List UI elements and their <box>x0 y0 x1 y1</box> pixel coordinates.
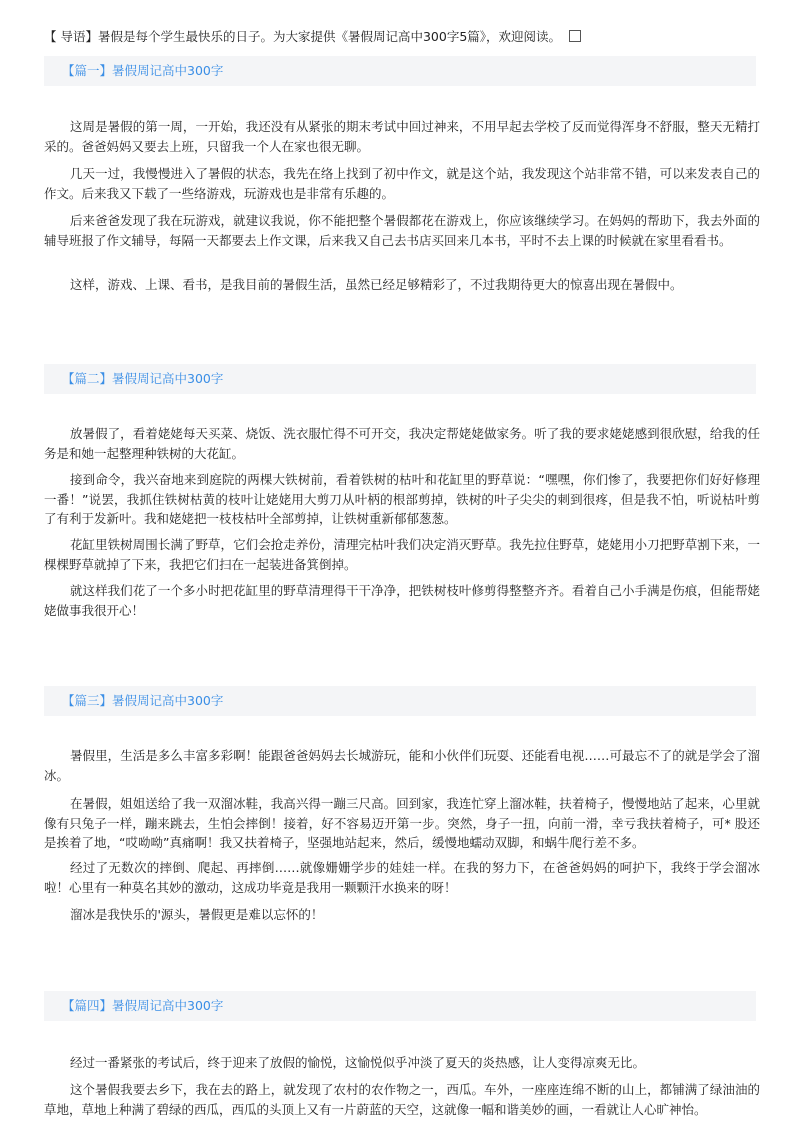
paragraph: 经过了无数次的摔倒、爬起、再摔倒……就像姗姗学步的娃娃一样。在我的努力下，在爸爸妈妈的呵护下，我终于学会溜冰啦！心里有一种莫名其妙的激动，这成功毕竟是我用一颗颗汗水换来的呀！ <box>44 860 760 895</box>
intro-text: 【 导语】暑假是每个学生最快乐的日子。为大家提供《暑假周记高中300字5篇》，欢迎阅读。 <box>44 29 562 44</box>
paragraph: 几天一过，我慢慢进入了暑假的状态，我先在络上找到了初中作文，就是这个站，我发现这个站非常不错，可以来发表自己的作文。后来我又下载了一些络游戏，玩游戏也是非常有乐趣的。 <box>44 166 760 201</box>
section-title-4: 【篇四】暑假周记高中300字 <box>44 991 756 1021</box>
paragraph: 放暑假了，看着姥姥每天买菜、烧饭、洗衣服忙得不可开交，我决定帮姥姥做家务。听了我的要求姥姥感到很欣慰，给我的任务是和她一起整理种铁树的大花缸。 <box>44 426 760 461</box>
paragraph: 经过一番紧张的考试后，终于迎来了放假的愉悦，这愉悦似乎冲淡了夏天的炎热感，让人变得凉爽无比。 <box>70 1055 646 1070</box>
checkbox-icon <box>569 30 581 42</box>
intro-line <box>44 28 764 46</box>
paragraph: 后来爸爸发现了我在玩游戏，就建议我说，你不能把整个暑假都花在游戏上，你应该继续学习。在妈妈的帮助下，我去外面的辅导班报了作文辅导，每隔一天都要去上作文课，后来我又自己去书店买回来几本书，平时不去上课的时候就在家里看看书。 <box>44 213 760 248</box>
paragraph: 暑假里，生活是多么丰富多彩啊！能跟爸爸妈妈去长城游玩，能和小伙伴们玩耍、还能看电视……可最忘不了的就是学会了溜冰。 <box>44 748 760 783</box>
section-title-3: 【篇三】暑假周记高中300字 <box>44 686 756 716</box>
paragraph: 就这样我们花了一个多小时把花缸里的野草清理得干干净净，把铁树枝叶修剪得整整齐齐。看着自己小手满是伤痕，但能帮姥姥做事我很开心！ <box>44 583 760 618</box>
paragraph: 花缸里铁树周围长满了野草，它们会抢走养份，清理完枯叶我们决定消灭野草。我先拉住野草，姥姥用小刀把野草割下来，一棵棵野草就掉了下来，我把它们扫在一起装进备箕倒掉。 <box>44 537 760 572</box>
section-title-2: 【篇二】暑假周记高中300字 <box>44 364 756 394</box>
paragraph: 这样，游戏、上课、看书，是我目前的暑假生活，虽然已经足够精彩了，不过我期待更大的惊喜出现在暑假中。 <box>70 277 683 292</box>
paragraph: 这周是暑假的第一周，一开始，我还没有从紧张的期末考试中回过神来，不用早起去学校了反而觉得浑身不舒服，整天无精打采的。爸爸妈妈又要去上班，只留我一个人在家也很无聊。 <box>44 119 760 154</box>
paragraph: 在暑假，姐姐送给了我一双溜冰鞋，我高兴得一蹦三尺高。回到家，我连忙穿上溜冰鞋，扶着椅子，慢慢地站了起来，心里就像有只兔子一样，蹦来跳去，生怕会摔倒！接着，好不容易迈开第一步。突然，身子一扭，向前一滑，幸亏我扶着椅子，可* 股还是挨着了地，“哎呦呦”真痛啊！我又扶着椅子，坚强地站起来，然后，缓慢地蠕动双脚，和蜗牛爬行差不多。 <box>44 796 760 850</box>
paragraph: 这个暑假我要去乡下，我在去的路上，就发现了农村的农作物之一，西瓜。车外，一座座连绵不断的山上，都铺满了绿油油的草地，草地上种满了碧绿的西瓜，西瓜的头顶上又有一片蔚蓝的天空，这就像一幅和谐美妙的画，一看就让人心旷神怡。 <box>44 1082 760 1117</box>
paragraph: 溜冰是我快乐的'源头，暑假更是难以忘怀的！ <box>70 907 324 922</box>
paragraph: 接到命令，我兴奋地来到庭院的两棵大铁树前，看着铁树的枯叶和花缸里的野草说：“嘿嘿，你们惨了，我要把你们好好修理一番！”说罢，我抓住铁树枯黄的枝叶让姥姥用大剪刀从叶柄的根部剪掉，铁树的叶子尖尖的刺到很疼，但是我不怕，听说枯叶剪了有利于发新叶。我和姥姥把一枝枝枯叶全部剪掉，让铁树重新郁郁葱葱。 <box>44 472 760 526</box>
section-title-1: 【篇一】暑假周记高中300字 <box>44 56 756 86</box>
